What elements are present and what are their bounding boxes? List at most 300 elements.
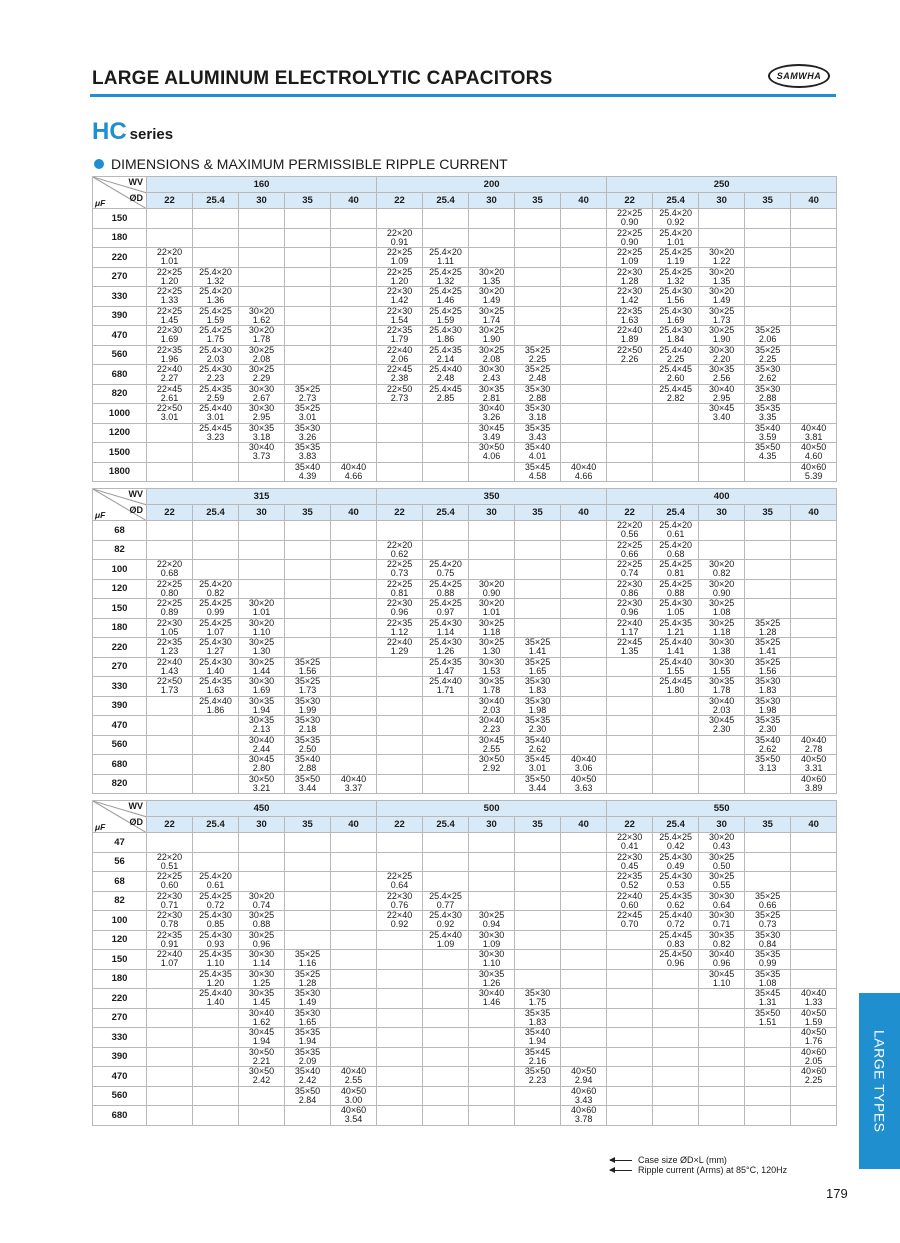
value-cell xyxy=(515,228,561,248)
case-size: 22×40 xyxy=(616,891,643,901)
ripple-current: 1.84 xyxy=(666,334,685,345)
case-size: 40×40 xyxy=(801,735,827,745)
case-size: 30×30 xyxy=(708,657,735,667)
value-cell xyxy=(699,345,745,365)
value-cell xyxy=(147,404,193,424)
ripple-current: 0.76 xyxy=(390,899,409,910)
value-cell xyxy=(653,833,699,853)
table-row xyxy=(93,599,837,619)
value-cell xyxy=(377,774,423,794)
capacitance-cell: 68 xyxy=(93,521,147,541)
diameter-header: 40 xyxy=(791,193,837,209)
value-cell xyxy=(285,1047,331,1067)
value-cell xyxy=(699,755,745,775)
case-size: 22×30 xyxy=(156,891,183,901)
case-size: 35×35 xyxy=(524,715,551,726)
ripple-current: 1.25 xyxy=(252,977,271,988)
case-size: 30×45 xyxy=(478,735,505,745)
value-cell xyxy=(423,404,469,424)
value-cell xyxy=(377,345,423,365)
value-cell xyxy=(423,1086,469,1106)
case-size: 22×25 xyxy=(616,247,643,258)
case-size: 25.4×25 xyxy=(199,891,232,901)
value-cell xyxy=(653,599,699,619)
capacitance-cell: 330 xyxy=(93,287,147,307)
value-cell xyxy=(377,462,423,482)
value-cell xyxy=(607,365,653,385)
value-cell xyxy=(469,1008,515,1028)
diameter-header: 35 xyxy=(515,817,561,833)
ripple-current: 1.53 xyxy=(482,665,501,676)
ripple-current: 1.49 xyxy=(482,295,501,306)
value-cell xyxy=(285,423,331,443)
value-cell xyxy=(239,891,285,911)
value-cell xyxy=(377,1067,423,1087)
value-cell xyxy=(147,345,193,365)
ripple-current: 3.06 xyxy=(574,763,593,774)
case-size: 30×40 xyxy=(478,715,505,726)
ripple-current: 2.06 xyxy=(758,334,777,345)
ripple-current: 0.62 xyxy=(666,899,685,910)
legend-case-row xyxy=(610,1155,787,1165)
ripple-current: 3.44 xyxy=(528,782,547,793)
ripple-current: 2.13 xyxy=(252,724,271,735)
value-cell xyxy=(561,423,607,443)
ripple-current: 0.92 xyxy=(390,919,409,930)
ripple-current: 3.01 xyxy=(160,412,179,423)
value-cell xyxy=(469,1106,515,1126)
value-cell xyxy=(377,618,423,638)
value-cell xyxy=(423,657,469,677)
value-cell xyxy=(607,443,653,463)
case-size: 25.4×30 xyxy=(199,657,232,667)
case-size: 35×30 xyxy=(524,676,551,687)
value-cell xyxy=(745,345,791,365)
ripple-current: 1.30 xyxy=(252,646,271,657)
value-cell xyxy=(607,755,653,775)
ripple-current: 3.18 xyxy=(252,431,271,442)
value-cell xyxy=(469,774,515,794)
value-cell xyxy=(745,540,791,560)
case-size: 25.4×30 xyxy=(659,871,693,882)
ripple-current: 0.49 xyxy=(666,860,685,871)
table-row xyxy=(93,306,837,326)
value-cell xyxy=(561,989,607,1009)
value-cell xyxy=(147,267,193,287)
value-cell xyxy=(239,248,285,268)
ripple-current: 2.03 xyxy=(712,704,731,715)
ripple-current: 1.94 xyxy=(298,1036,317,1047)
diameter-header: 30 xyxy=(699,505,745,521)
spec-table-2 xyxy=(92,488,837,794)
value-cell xyxy=(791,1028,837,1048)
diameter-header-row xyxy=(93,505,837,521)
value-cell xyxy=(515,950,561,970)
side-tab-label: LARGE TYPES xyxy=(871,1029,888,1133)
table-row xyxy=(93,1067,837,1087)
case-size: 22×25 xyxy=(386,267,413,277)
case-size: 40×60 xyxy=(801,1066,827,1077)
ripple-current: 1.49 xyxy=(712,295,731,306)
ripple-current: 0.90 xyxy=(482,587,501,598)
capacitance-cell: 560 xyxy=(93,345,147,365)
value-cell xyxy=(377,638,423,658)
value-cell xyxy=(653,579,699,599)
value-cell xyxy=(285,1106,331,1126)
case-size: 22×40 xyxy=(616,618,643,628)
value-cell xyxy=(561,228,607,248)
value-cell xyxy=(699,384,745,404)
case-size: 22×30 xyxy=(616,598,643,609)
value-cell xyxy=(239,989,285,1009)
value-cell xyxy=(331,1028,377,1048)
value-cell xyxy=(515,1067,561,1087)
value-cell xyxy=(469,1047,515,1067)
value-cell xyxy=(193,696,239,716)
ripple-current: 2.81 xyxy=(482,392,501,403)
value-cell xyxy=(561,443,607,463)
diameter-header: 25.4 xyxy=(423,817,469,833)
case-size: 35×25 xyxy=(294,657,321,667)
case-size: 35×50 xyxy=(524,1066,551,1077)
value-cell xyxy=(285,365,331,385)
capacitance-cell: 68 xyxy=(93,872,147,892)
value-cell xyxy=(239,326,285,346)
value-cell xyxy=(607,852,653,872)
ripple-current: 1.09 xyxy=(482,938,501,949)
value-cell xyxy=(239,774,285,794)
case-size: 40×50 xyxy=(801,754,827,765)
value-cell xyxy=(377,833,423,853)
value-cell xyxy=(423,462,469,482)
ripple-current: 3.01 xyxy=(206,412,225,423)
value-cell xyxy=(607,696,653,716)
case-size: 35×30 xyxy=(754,364,781,375)
table-row xyxy=(93,891,837,911)
ripple-current: 0.56 xyxy=(620,529,639,540)
case-size: 22×30 xyxy=(616,852,643,862)
ripple-current: 1.08 xyxy=(758,977,777,988)
case-size: 25.4×25 xyxy=(429,891,462,901)
capacitance-cell: 220 xyxy=(93,638,147,658)
value-cell xyxy=(561,248,607,268)
value-cell xyxy=(469,638,515,658)
value-cell xyxy=(423,209,469,229)
value-cell xyxy=(331,755,377,775)
table-row xyxy=(93,872,837,892)
table-row xyxy=(93,579,837,599)
value-cell xyxy=(607,384,653,404)
case-size: 30×25 xyxy=(478,637,505,648)
series-title xyxy=(92,118,173,146)
ripple-current: 0.61 xyxy=(666,529,685,540)
case-size: 25.4×35 xyxy=(199,969,232,979)
section-title: DIMENSIONS & MAXIMUM PERMISSIBLE RIPPLE CURRENT xyxy=(111,156,508,172)
case-size: 22×50 xyxy=(156,403,183,414)
table-row xyxy=(93,1106,837,1126)
ripple-current: 1.20 xyxy=(160,275,179,286)
case-size: 35×25 xyxy=(524,345,551,355)
case-size: 30×35 xyxy=(478,384,505,394)
value-cell xyxy=(791,248,837,268)
ripple-current: 1.35 xyxy=(620,646,639,657)
case-size: 22×40 xyxy=(386,345,413,355)
value-cell xyxy=(561,306,607,326)
ripple-current: 0.45 xyxy=(620,860,639,871)
case-size: 25.4×30 xyxy=(429,910,462,921)
value-cell xyxy=(193,423,239,443)
ripple-current: 0.91 xyxy=(160,938,179,949)
capacitance-cell: 270 xyxy=(93,267,147,287)
case-size: 25.4×35 xyxy=(199,384,232,394)
ripple-current: 2.14 xyxy=(436,353,455,364)
value-cell xyxy=(561,950,607,970)
case-size: 22×30 xyxy=(616,267,643,277)
value-cell xyxy=(193,404,239,424)
value-cell xyxy=(653,852,699,872)
value-cell xyxy=(469,579,515,599)
value-cell xyxy=(607,950,653,970)
value-cell xyxy=(469,618,515,638)
ripple-current: 1.90 xyxy=(482,334,501,345)
value-cell xyxy=(699,657,745,677)
value-cell xyxy=(469,540,515,560)
voltage-header-row xyxy=(93,177,837,193)
ripple-current: 1.63 xyxy=(206,685,225,696)
case-size: 22×25 xyxy=(156,579,183,589)
voltage-header: 550 xyxy=(607,801,837,817)
ripple-current: 0.89 xyxy=(160,607,179,618)
diameter-header: 25.4 xyxy=(193,193,239,209)
diameter-header: 30 xyxy=(239,817,285,833)
case-size: 25.4×25 xyxy=(199,598,232,609)
table-row xyxy=(93,735,837,755)
value-cell xyxy=(331,891,377,911)
ripple-current: 1.56 xyxy=(758,665,777,676)
diameter-header: 40 xyxy=(791,505,837,521)
case-size: 35×30 xyxy=(294,423,321,433)
case-size: 30×20 xyxy=(478,267,505,277)
ripple-current: 0.75 xyxy=(436,568,455,579)
value-cell xyxy=(607,306,653,326)
ripple-current: 0.73 xyxy=(390,568,409,579)
value-cell xyxy=(147,248,193,268)
case-size: 35×30 xyxy=(294,715,321,726)
case-size: 30×40 xyxy=(248,442,275,453)
case-size: 30×35 xyxy=(248,715,275,726)
value-cell xyxy=(515,540,561,560)
capacitance-cell: 680 xyxy=(93,1106,147,1126)
capacitance-cell: 390 xyxy=(93,696,147,716)
value-cell xyxy=(607,911,653,931)
case-size: 22×20 xyxy=(156,247,183,258)
value-cell xyxy=(745,404,791,424)
value-cell xyxy=(147,852,193,872)
value-cell xyxy=(147,989,193,1009)
value-cell xyxy=(147,716,193,736)
value-cell xyxy=(377,326,423,346)
value-cell xyxy=(377,1047,423,1067)
voltage-header-row xyxy=(93,801,837,817)
value-cell xyxy=(699,248,745,268)
value-cell xyxy=(561,677,607,697)
table-row xyxy=(93,755,837,775)
diameter-header: 35 xyxy=(515,193,561,209)
case-size: 30×50 xyxy=(248,1047,275,1057)
ripple-current: 1.94 xyxy=(252,704,271,715)
table-row xyxy=(93,950,837,970)
case-size: 22×25 xyxy=(156,286,183,297)
value-cell xyxy=(239,462,285,482)
ripple-current: 3.13 xyxy=(758,763,777,774)
ripple-current: 0.96 xyxy=(252,938,271,949)
case-size: 25.4×30 xyxy=(659,306,693,316)
value-cell xyxy=(147,599,193,619)
value-cell xyxy=(423,1028,469,1048)
value-cell xyxy=(193,638,239,658)
case-size: 35×25 xyxy=(754,618,781,628)
value-cell xyxy=(561,657,607,677)
value-cell xyxy=(285,404,331,424)
value-cell xyxy=(331,950,377,970)
value-cell xyxy=(193,560,239,580)
case-size: 25.4×50 xyxy=(659,949,693,960)
value-cell xyxy=(193,384,239,404)
case-size: 22×45 xyxy=(386,364,413,375)
value-cell xyxy=(561,521,607,541)
series-code: HC xyxy=(92,118,127,145)
ripple-current: 1.26 xyxy=(482,977,501,988)
value-cell xyxy=(653,209,699,229)
ripple-current: 0.53 xyxy=(666,880,685,891)
ripple-current: 2.60 xyxy=(666,373,685,384)
capacitance-cell: 470 xyxy=(93,1067,147,1087)
voltage-header: 250 xyxy=(607,177,837,193)
value-cell xyxy=(699,443,745,463)
ripple-current: 1.32 xyxy=(206,275,225,286)
ripple-current: 1.73 xyxy=(298,685,317,696)
ripple-current: 3.31 xyxy=(804,763,823,774)
value-cell xyxy=(561,540,607,560)
diameter-header: 30 xyxy=(239,193,285,209)
value-cell xyxy=(377,521,423,541)
ripple-current: 1.69 xyxy=(252,685,271,696)
case-size: 25.4×35 xyxy=(429,345,462,355)
value-cell xyxy=(745,911,791,931)
value-cell xyxy=(147,1106,193,1126)
ripple-current: 0.88 xyxy=(436,587,455,598)
value-cell xyxy=(469,833,515,853)
ripple-current: 1.75 xyxy=(528,997,547,1008)
case-size: 22×35 xyxy=(616,306,643,316)
value-cell xyxy=(469,696,515,716)
ripple-current: 0.99 xyxy=(758,958,777,969)
value-cell xyxy=(653,638,699,658)
value-cell xyxy=(515,716,561,736)
value-cell xyxy=(239,306,285,326)
case-size: 35×25 xyxy=(524,637,551,648)
case-size: 22×30 xyxy=(616,832,643,843)
value-cell xyxy=(147,443,193,463)
ripple-current: 1.10 xyxy=(712,977,731,988)
ripple-current: 2.30 xyxy=(528,724,547,735)
case-size: 22×30 xyxy=(156,325,183,336)
value-cell xyxy=(469,443,515,463)
ripple-current: 2.88 xyxy=(298,763,317,774)
value-cell xyxy=(469,423,515,443)
ripple-current: 2.03 xyxy=(482,704,501,715)
value-cell xyxy=(699,1067,745,1087)
table-row xyxy=(93,618,837,638)
value-cell xyxy=(515,774,561,794)
case-size: 30×50 xyxy=(478,754,505,765)
value-cell xyxy=(331,248,377,268)
case-size: 22×25 xyxy=(616,228,643,238)
value-cell xyxy=(193,755,239,775)
case-size: 25.4×40 xyxy=(659,910,693,921)
ripple-current: 0.51 xyxy=(160,860,179,871)
case-size: 22×30 xyxy=(156,910,183,921)
case-size: 35×40 xyxy=(524,442,551,453)
value-cell xyxy=(653,521,699,541)
value-cell xyxy=(331,618,377,638)
ripple-current: 1.78 xyxy=(712,685,731,696)
case-size: 35×45 xyxy=(524,754,551,765)
diameter-header: 40 xyxy=(331,193,377,209)
value-cell xyxy=(469,735,515,755)
case-size: 22×40 xyxy=(156,364,183,375)
value-cell xyxy=(469,599,515,619)
case-size: 35×30 xyxy=(754,676,781,687)
case-size: 35×25 xyxy=(754,657,781,667)
corner-cell xyxy=(93,801,147,833)
ripple-current: 0.92 xyxy=(666,217,685,228)
case-size: 22×50 xyxy=(616,345,643,355)
value-cell xyxy=(423,228,469,248)
table-row xyxy=(93,677,837,697)
ripple-current: 0.72 xyxy=(206,899,225,910)
case-size: 25.4×45 xyxy=(659,364,693,375)
value-cell xyxy=(515,989,561,1009)
ripple-current: 2.16 xyxy=(528,1055,547,1066)
value-cell xyxy=(193,989,239,1009)
value-cell xyxy=(607,618,653,638)
case-size: 25.4×25 xyxy=(429,598,462,609)
case-size: 25.4×30 xyxy=(199,930,232,940)
value-cell xyxy=(423,891,469,911)
value-cell xyxy=(653,735,699,755)
case-size: 22×25 xyxy=(386,559,413,570)
ripple-current: 0.55 xyxy=(712,880,731,891)
case-size: 25.4×25 xyxy=(659,832,693,843)
case-size: 30×25 xyxy=(708,871,735,882)
case-size: 30×40 xyxy=(708,696,735,706)
case-size: 35×25 xyxy=(524,657,551,667)
ripple-current: 2.25 xyxy=(528,353,547,364)
value-cell xyxy=(239,677,285,697)
diameter-header: 25.4 xyxy=(193,505,239,521)
value-cell xyxy=(285,384,331,404)
value-cell xyxy=(331,833,377,853)
value-cell xyxy=(745,696,791,716)
value-cell xyxy=(377,228,423,248)
value-cell xyxy=(239,657,285,677)
case-size: 35×50 xyxy=(754,1008,781,1018)
value-cell xyxy=(377,443,423,463)
case-size: 30×45 xyxy=(248,1027,275,1038)
value-cell xyxy=(791,306,837,326)
diameter-header: 25.4 xyxy=(423,505,469,521)
